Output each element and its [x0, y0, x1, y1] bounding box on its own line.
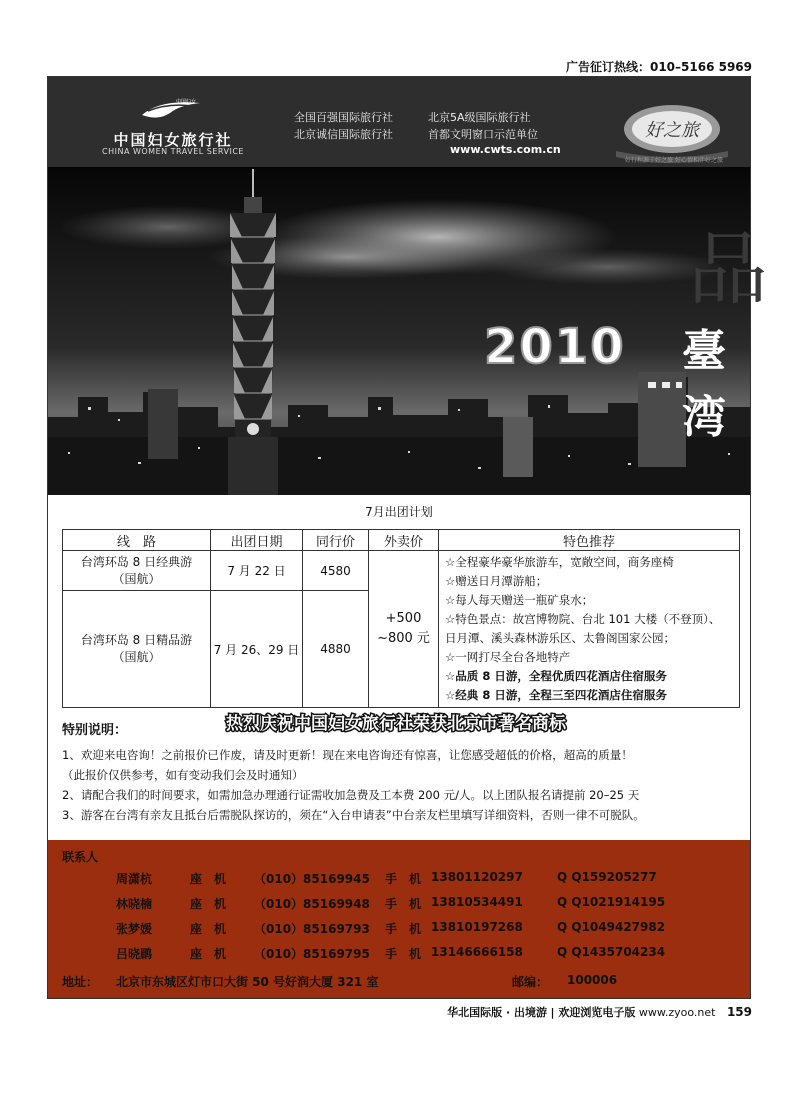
column-header: 特色推荐 — [439, 530, 740, 551]
note-item: 1、欢迎来电咨询！之前报价已作废，请及时更新！现在来电咨询还有惊喜，让您感受超低的价格，超高的质量！ — [62, 748, 633, 762]
peer-price: 4880 — [303, 591, 369, 708]
route-cell — [63, 591, 211, 708]
departure-date: 7 月 26、29 日 — [211, 591, 303, 708]
cwts-emblem-icon — [140, 97, 202, 123]
mobile-label: 手 机 — [385, 947, 422, 961]
contact-name: 吕晓鹛 — [116, 947, 153, 961]
feature-item: 日月潭、溪头森林游乐区、太鲁阁国家公园； — [445, 631, 675, 645]
good-trip-logo-text: 好之旅 — [645, 120, 699, 141]
table-header-row — [63, 530, 740, 551]
emblem-text: 中国妇女 — [176, 99, 197, 105]
feature-item: ☆每人每天赠送一瓶矿泉水； — [445, 593, 594, 607]
mobile-label: 手 机 — [385, 897, 422, 911]
zip-label: 邮编： — [512, 975, 549, 989]
svg-text:品: 品 — [688, 223, 768, 316]
footer-section: 华北国际版 · 出境游 — [447, 1006, 547, 1019]
contact-tel: （010）85169948 — [254, 897, 370, 911]
brand-name-cn: 中国妇女旅行社 — [113, 131, 233, 149]
column-header: 外卖价 — [369, 530, 439, 551]
table-row — [63, 551, 740, 591]
route-name: 台湾环岛 8 日经典游 — [80, 554, 193, 569]
footer-divider: | — [550, 1006, 559, 1019]
page-footer — [447, 1004, 752, 1020]
features-cell — [439, 551, 740, 708]
peer-price: 4580 — [303, 551, 369, 591]
retail-price-cell — [369, 551, 439, 708]
contact-tel: （010）85169945 — [254, 872, 370, 886]
brand-website: www.cwts.com.cn — [450, 143, 561, 156]
hero-destination: 湾 — [682, 392, 726, 443]
address-label: 地址： — [62, 975, 99, 989]
special-notes-label: 特别说明： — [62, 723, 128, 738]
brand-tag: 北京5A级国际旅行社 — [428, 111, 531, 124]
column-header: 同行价 — [303, 530, 369, 551]
contact-qq: Q Q1021914195 — [557, 895, 666, 909]
column-header: 出团日期 — [211, 530, 303, 551]
footer-url: www.zyoo.net — [638, 1006, 716, 1019]
mobile-label: 手 机 — [385, 872, 422, 886]
footer-slogan: 欢迎浏览电子版 — [558, 1006, 636, 1019]
tel-label: 座 机 — [190, 897, 227, 911]
brand-header — [48, 77, 750, 167]
good-trip-badge-icon — [606, 103, 738, 163]
contact-panel — [48, 840, 750, 998]
zip-code: 100006 — [567, 973, 618, 987]
taipei-night-photo — [48, 167, 768, 495]
tel-label: 座 机 — [190, 872, 227, 886]
page-number: 159 — [726, 1005, 752, 1019]
column-header: 线 路 — [63, 530, 211, 551]
brand-tag: 首都文明窗口示范单位 — [428, 128, 538, 141]
contact-heading: 联系人 — [62, 850, 99, 864]
feature-item: ☆特色景点：故宫博物院、台北 101 大楼（不登顶）、 — [445, 612, 721, 626]
contact-name: 周潇杭 — [116, 872, 153, 886]
contact-tel: （010）85169793 — [254, 922, 370, 936]
ad-hotline: 广告征订热线：010–5166 5969 — [565, 60, 752, 74]
address: 北京市东城区灯市口大街 50 号好润大厦 321 室 — [116, 975, 379, 989]
contact-mobile: 13810197268 — [431, 920, 523, 934]
contact-qq: Q Q1435704234 — [557, 945, 666, 959]
feature-item: ☆一网打尽全台各地特产 — [445, 650, 571, 664]
contact-mobile: 13810534491 — [431, 895, 523, 909]
plan-title: 7月出团计划 — [365, 505, 433, 519]
tel-label: 座 机 — [190, 947, 227, 961]
brand-name-en: CHINA WOMEN TRAVEL SERVICE — [102, 147, 244, 156]
tour-plan-table — [62, 529, 740, 708]
contact-tel: （010）85169795 — [254, 947, 370, 961]
feature-item: ☆经典 8 日游，全程三至四花酒店住宿服务 — [445, 688, 667, 702]
feature-item: ☆全程豪华豪华旅游车，宽敞空间，商务座椅 — [445, 555, 674, 569]
contact-name: 林晓楠 — [116, 897, 153, 911]
feature-item: ☆赠送日月潭游船； — [445, 574, 548, 588]
note-item: 3、游客在台湾有亲友且抵台后需脱队探访的，须在“入台申请表”中台亲友栏里填写详细资料，否则一律不可脱队。 — [62, 808, 645, 822]
ad-frame — [47, 76, 768, 999]
contact-qq: Q Q1049427982 — [557, 920, 666, 934]
brand-tag: 全国百强国际旅行社 — [294, 111, 393, 124]
brand-tag: 北京诚信国际旅行社 — [294, 128, 393, 141]
route-cell — [63, 551, 211, 591]
good-trip-slogan: 好行程源于好之旅 好心情相伴好之旅 — [625, 157, 723, 164]
hero-destination: 臺 — [682, 326, 726, 377]
departure-date: 7 月 22 日 — [211, 551, 303, 591]
route-airline: （国航） — [112, 650, 161, 665]
tel-label: 座 机 — [190, 922, 227, 936]
contact-mobile: 13146666158 — [431, 945, 523, 959]
note-item: （此报价仅供参考，如有变动我们会及时通知） — [62, 768, 304, 782]
retail-price: +500 — [385, 611, 422, 626]
contact-name: 张梦媛 — [116, 922, 153, 936]
retail-price-range: ~800 元 — [377, 631, 430, 646]
trademark-banner: 热烈庆祝中国妇女旅行社荣获北京市著名商标 — [226, 714, 566, 734]
note-item: 2、请配合我们的时间要求，如需加急办理通行证需收加急费及工本费 200 元/人。以上团队报名请提前 20–25 天 — [62, 788, 640, 802]
city-skyline-illustration — [48, 167, 768, 495]
route-name: 台湾环岛 8 日精品游 — [80, 633, 193, 648]
mobile-label: 手 机 — [385, 922, 422, 936]
feature-item: ☆品质 8 日游，全程优质四花酒店住宿服务 — [445, 669, 667, 683]
contact-mobile: 13801120297 — [431, 870, 523, 884]
contact-qq: Q Q159205277 — [557, 870, 657, 884]
taipei-101-tower — [228, 169, 278, 495]
route-airline: （国航） — [112, 571, 161, 586]
hero-year: 2010 — [484, 319, 626, 375]
